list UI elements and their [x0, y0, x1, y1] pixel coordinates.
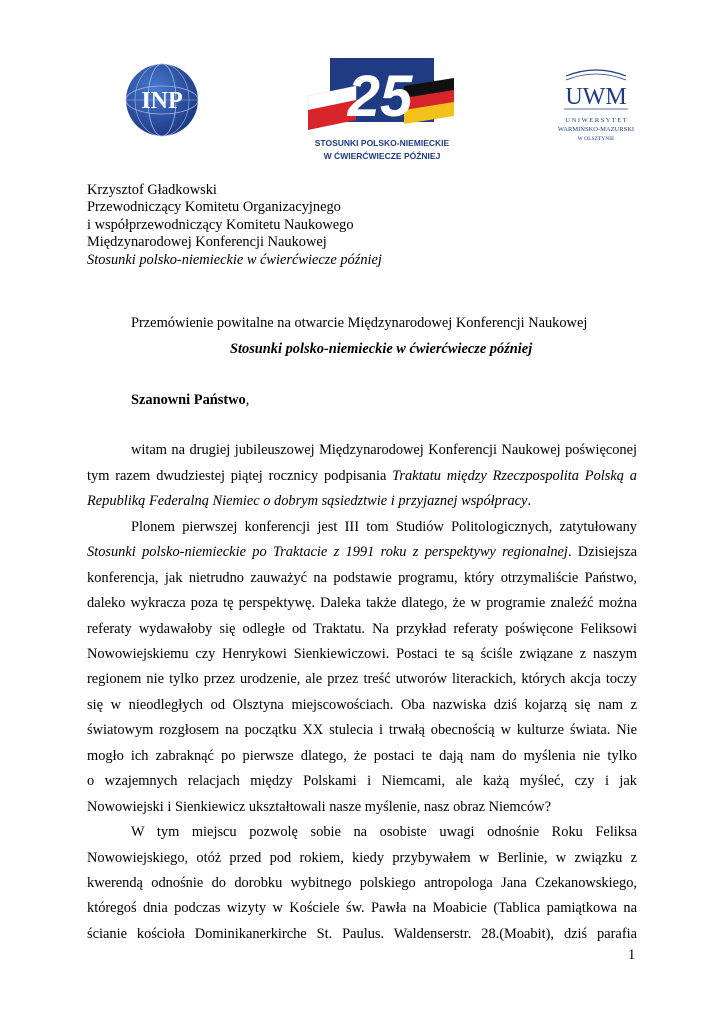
p3-line-2: Nowowiejskiego, otóż przed pod rokiem, kiedy przybywałem w Berlinie, w związku z — [87, 850, 637, 866]
p2-line-7: regionem nie tylko przez urodzenie, ale przez treść utworów literackich, których akcja toczy — [87, 671, 637, 687]
p2-line-1: Plonem pierwszej konferencji jest III tom Studiów Politologicznych, zatytułowany — [131, 519, 637, 535]
p2-line-2: Stosunki polsko-niemieckie po Traktacie z 1991 roku z perspektywy regionalnej. Dzisiejsza — [87, 544, 637, 560]
speech-title: Przemówienie powitalne na otwarcie Międzynarodowej Konferencji Naukowej — [131, 315, 588, 331]
uwm-line-1: U N I W E R S Y T E T — [565, 117, 627, 124]
page-number: 1 — [628, 947, 636, 963]
author-block — [87, 182, 382, 269]
uwm-line-2: WARMIŃSKO-MAZURSKI — [557, 126, 635, 133]
p2-line-4: daleko wykracza poza tę perspektywę. Daleka także dlatego, że w programie znaleźć można — [87, 595, 637, 611]
p2-line-11: o wzajemnych relacjach między Polskami i Niemcami, ale każą myśleć, czy i jak — [87, 773, 637, 789]
logo-25-number: 25 — [347, 64, 413, 129]
p3-line-1: W tym miejscu pozwolę sobie na osobiste uwagi odnośnie Roku Feliksa — [131, 824, 637, 840]
p1-line-3: Republiką Federalną Niemiec o dobrym sąsiedztwie i przyjaznej współpracy. — [87, 493, 532, 509]
p2-line-8: się w nieodległych od Olsztyna miejscowościach. Oba nazwiska dziś kojarzą się nam z — [87, 697, 637, 713]
logo-25-caption-1: STOSUNKI POLSKO-NIEMIECKIE — [314, 138, 450, 148]
p2-line-10: mogło ich zabraknąć po pierwsze dlatego, że postaci te dają nam do myślenia nie tylko — [87, 748, 637, 764]
p3-line-4: któregoś dnia podczas wizyty w Kościele św. Pawła na Moabicie (Tablica pamiątkowa na — [87, 900, 637, 916]
author-role-3: Międzynarodowej Konferencji Naukowej — [87, 234, 327, 251]
uwm-logo-text: UWM — [565, 84, 627, 110]
uwm-line-3: W OLSZTYNIE — [577, 136, 615, 142]
p2-line-5: referaty wydawałoby się odległe od Traktatu. Na przykład referaty poświęcone Feliksowi — [87, 621, 637, 637]
logo-25-caption-2: W ĆWIERĆWIECZE PÓŹNIEJ — [323, 151, 441, 161]
polish-german-25-logo — [304, 58, 460, 170]
author-conference: Stosunki polsko-niemieckie w ćwierćwiecze później — [87, 251, 382, 268]
speech-title-conference: Stosunki polsko-niemieckie w ćwierćwiecze później — [230, 341, 533, 357]
inp-logo-text: INP — [141, 88, 183, 114]
p2-line-9: światowym rozgłosem na początku XX stulecia i trwałą obecnością w kulturze świata. Nie — [87, 722, 637, 738]
p1-line-1: witam na drugiej jubileuszowej Międzynarodowej Konferencji Naukowej poświęconej — [131, 442, 637, 458]
p2-line-12: Nowowiejski i Sienkiewicz ukształtowali nasze myślenie, nasz obraz Niemców? — [87, 799, 551, 815]
p1-line-2: tym razem dwudziestej piątej rocznicy podpisania Traktatu między Rzeczpospolita Polską a — [87, 468, 637, 484]
p3-line-5: ścianie kościoła Dominikanerkirche St. Paulus. Waldenserstr. 28.(Moabit), dziś parafia — [87, 926, 637, 942]
p3-line-3: kwerendą odnośnie do dorobku wybitnego polskiego antropologa Jana Czekanowskiego, — [87, 875, 637, 891]
author-role-1: Przewodniczący Komitetu Organizacyjnego — [87, 199, 341, 216]
author-name: Krzysztof Gładkowski — [87, 182, 217, 198]
greeting: Szanowni Państwo, — [131, 392, 250, 408]
p2-line-3: konferencja, jak nietrudno zauważyć na podstawie programu, który otrzymaliście Państwo, — [87, 570, 637, 586]
author-role-2: i współprzewodniczący Komitetu Naukowego — [87, 216, 354, 233]
p2-line-6: Nowowiejskiemu czy Henrykowi Sienkiewiczowi. Postaci te są ściśle związane z naszym — [87, 646, 637, 662]
uwm-logo — [550, 62, 642, 152]
inp-logo — [124, 62, 200, 138]
